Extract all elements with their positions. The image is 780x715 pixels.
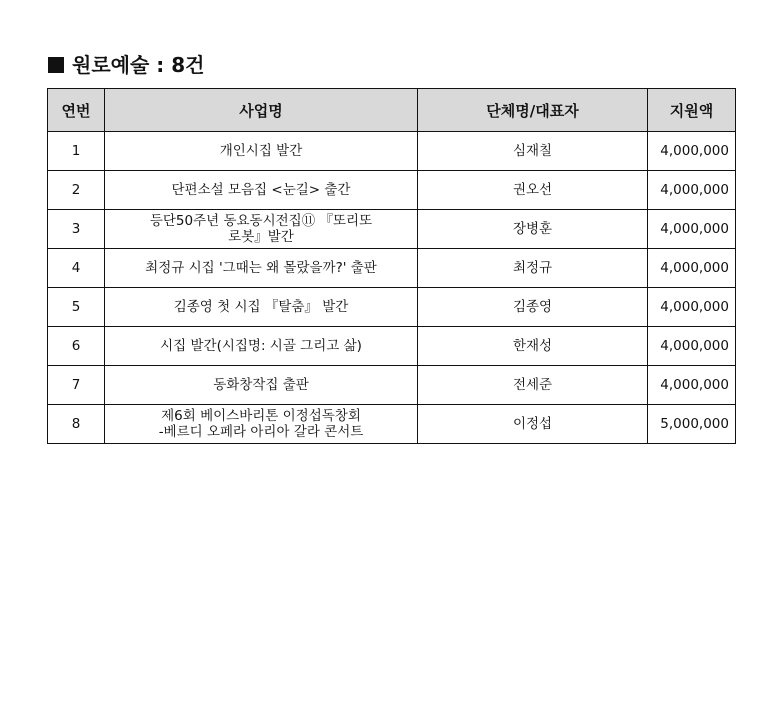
table-row xyxy=(48,366,736,405)
row-organization: 한재성 xyxy=(418,327,648,366)
table-row xyxy=(48,327,736,366)
row-organization: 최정규 xyxy=(418,249,648,288)
row-organization: 심재칠 xyxy=(418,132,648,171)
table-header-row xyxy=(48,89,736,132)
header-organization: 단체명/대표자 xyxy=(418,89,648,132)
row-amount: 4,000,000 xyxy=(648,327,736,366)
row-no: 7 xyxy=(48,366,105,405)
row-project: 동화창작집 출판 xyxy=(105,366,418,405)
table-row xyxy=(48,171,736,210)
row-amount: 4,000,000 xyxy=(648,132,736,171)
row-project: 단편소설 모음집 <눈길> 출간 xyxy=(105,171,418,210)
row-amount: 4,000,000 xyxy=(648,171,736,210)
table-row xyxy=(48,405,736,444)
row-organization: 권오선 xyxy=(418,171,648,210)
table-row xyxy=(48,288,736,327)
header-no: 연번 xyxy=(48,89,105,132)
row-organization: 이정섭 xyxy=(418,405,648,444)
row-organization: 장병훈 xyxy=(418,210,648,249)
row-project: 등단50주년 동요동시전집⑪ 『또리또 로봇』발간 xyxy=(105,210,418,249)
row-amount: 4,000,000 xyxy=(648,288,736,327)
row-project: 개인시집 발간 xyxy=(105,132,418,171)
table-row xyxy=(48,249,736,288)
row-amount: 4,000,000 xyxy=(648,210,736,249)
grants-table xyxy=(47,88,736,444)
header-amount: 지원액 xyxy=(648,89,736,132)
row-no: 6 xyxy=(48,327,105,366)
row-no: 3 xyxy=(48,210,105,249)
header-project: 사업명 xyxy=(105,89,418,132)
row-amount: 4,000,000 xyxy=(648,249,736,288)
row-project: 제6회 베이스바리톤 이정섭독창회 -베르디 오페라 아리아 갈라 콘서트 xyxy=(105,405,418,444)
row-no: 1 xyxy=(48,132,105,171)
row-no: 5 xyxy=(48,288,105,327)
row-no: 8 xyxy=(48,405,105,444)
table-row xyxy=(48,132,736,171)
row-project: 김종영 첫 시집 『탈춤』 발간 xyxy=(105,288,418,327)
table-row xyxy=(48,210,736,249)
row-organization: 김종영 xyxy=(418,288,648,327)
row-organization: 전세준 xyxy=(418,366,648,405)
section-title xyxy=(48,52,204,78)
row-project: 최정규 시집 '그때는 왜 몰랐을까?' 출판 xyxy=(105,249,418,288)
black-square-icon xyxy=(48,57,64,73)
row-project: 시집 발간(시집명: 시골 그리고 삶) xyxy=(105,327,418,366)
row-amount: 5,000,000 xyxy=(648,405,736,444)
section-title-text: 원로예술 : 8건 xyxy=(72,53,205,77)
row-no: 2 xyxy=(48,171,105,210)
row-no: 4 xyxy=(48,249,105,288)
row-amount: 4,000,000 xyxy=(648,366,736,405)
